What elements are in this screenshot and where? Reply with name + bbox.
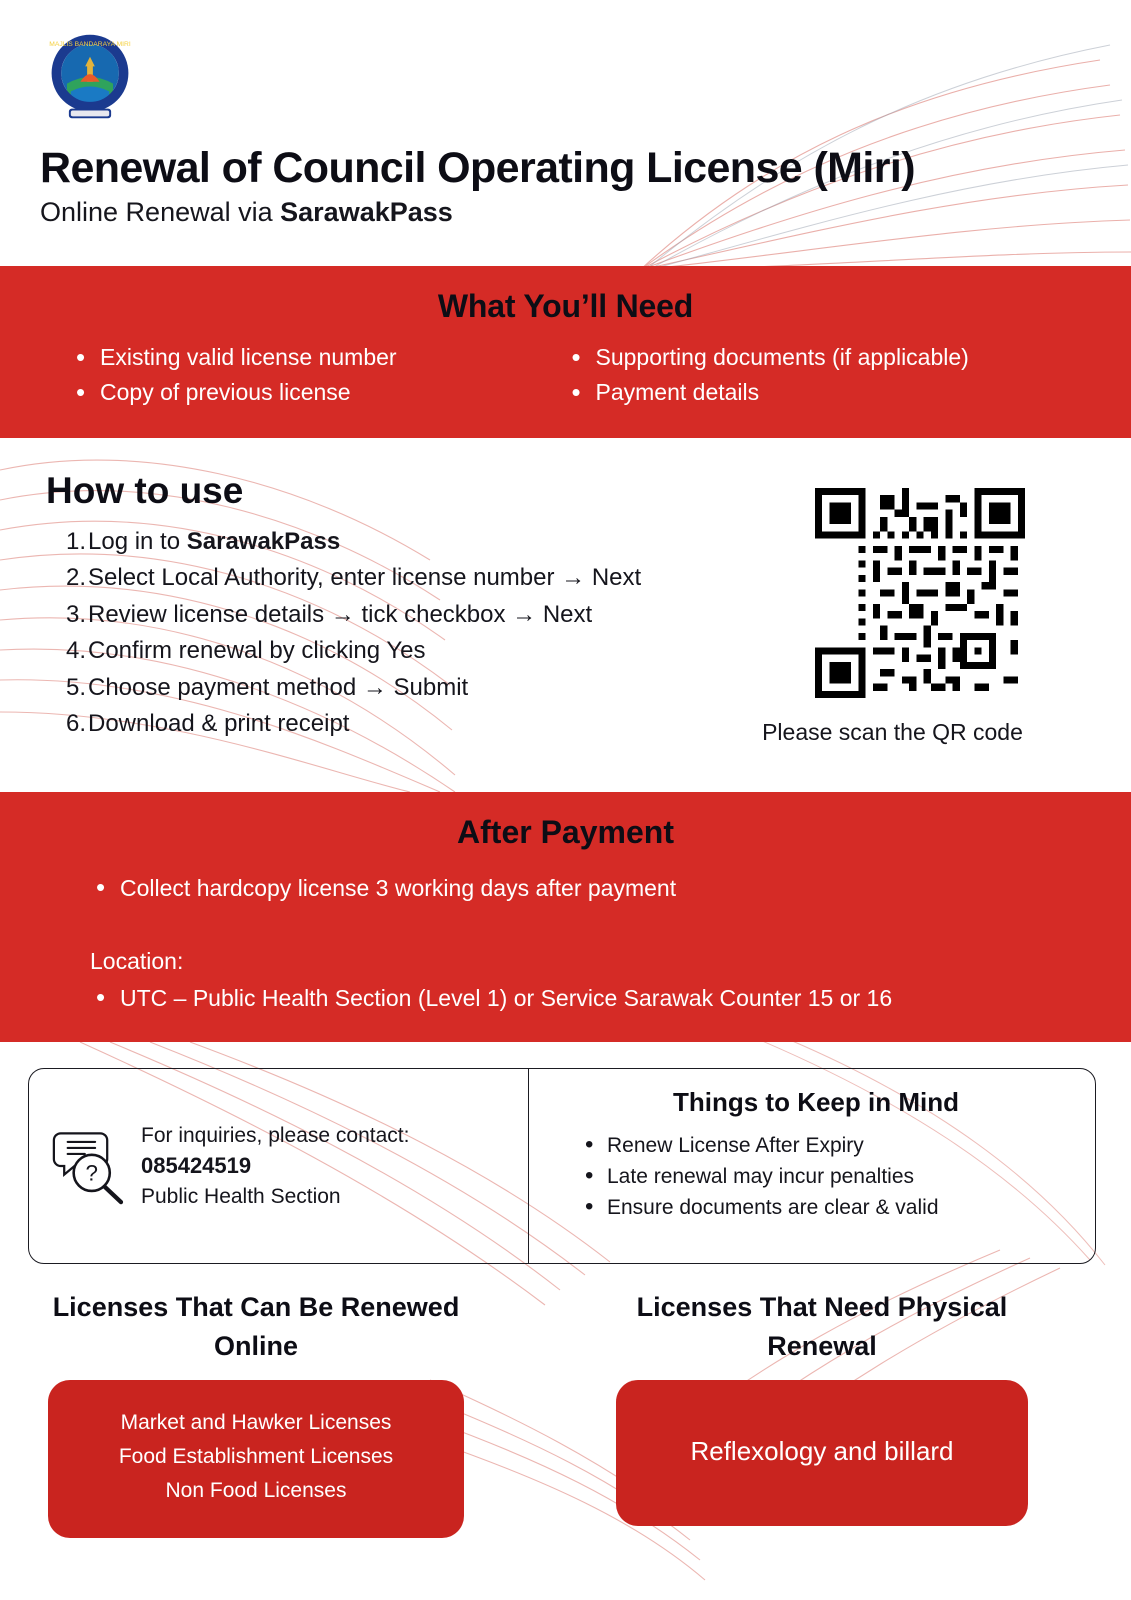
after-payment-body	[0, 871, 1131, 1015]
online-licenses-pill	[48, 1380, 464, 1538]
what-you-need-section	[0, 266, 1131, 438]
contact-phone[interactable]: 085424519	[141, 1153, 252, 1179]
list-item: Review license details → tick checkbox → Next	[88, 600, 593, 628]
online-licenses-heading: Licenses That Can Be Renewed Online	[52, 1292, 460, 1362]
physical-licenses-heading: Licenses That Need Physical Renewal	[636, 1292, 1008, 1362]
info-box	[28, 1068, 1096, 1264]
physical-licenses-column	[616, 1288, 1028, 1526]
list-item: • Existing valid license number	[70, 341, 566, 374]
list-item: • Copy of previous license	[70, 376, 566, 409]
qr-section	[762, 488, 1025, 746]
step-bold: SarawakPass	[186, 528, 341, 555]
what-you-need-columns	[0, 341, 1131, 412]
list-item: • Collect hardcopy license 3 working days after payment	[90, 871, 1041, 906]
contact-department: Public Health Section	[141, 1184, 341, 1208]
location-label: Location:	[90, 947, 184, 974]
list-item: Download & print receipt	[88, 710, 350, 738]
list-item: Select Local Authority, enter license number → Next	[88, 564, 642, 592]
subtitle-brand: SarawakPass	[280, 197, 453, 228]
page-title: Renewal of Council Operating License (Miri)	[40, 144, 915, 192]
keep-in-mind-heading: Things to Keep in Mind	[673, 1087, 959, 1117]
page-subtitle	[40, 197, 915, 228]
list-item: • Renew License After Expiry	[581, 1130, 1069, 1161]
list-item	[46, 524, 786, 560]
list-item: • Ensure documents are clear & valid	[581, 1192, 1069, 1223]
list-item: Market and Hawker Licenses	[120, 1411, 392, 1435]
svg-text:?: ?	[85, 1160, 98, 1186]
list-item: • Supporting documents (if applicable)	[566, 341, 1062, 374]
what-you-need-left-column	[70, 341, 566, 412]
qr-caption: Please scan the QR code	[762, 719, 1023, 745]
contact-line-1: For inquiries, please contact:	[141, 1123, 410, 1147]
qr-code-icon[interactable]	[815, 488, 1025, 698]
subtitle-prefix: Online Renewal via	[40, 197, 281, 228]
list-item: Choose payment method → Submit	[88, 673, 469, 701]
after-payment-heading: After Payment	[457, 814, 674, 850]
how-to-use-heading: How to use	[46, 470, 244, 511]
header	[40, 145, 915, 228]
list-item: • Payment details	[566, 376, 1062, 409]
what-you-need-right-column	[566, 341, 1062, 412]
contact-panel	[29, 1069, 529, 1263]
how-to-use-section	[46, 470, 786, 743]
list-item: • Late renewal may incur penalties	[581, 1161, 1069, 1192]
list-item: Food Establishment Licenses	[118, 1445, 394, 1469]
council-logo	[42, 28, 138, 124]
list-item: Reflexology and billard	[690, 1436, 954, 1467]
step-text: Log in to	[88, 528, 187, 555]
online-licenses-column	[48, 1288, 464, 1538]
what-you-need-heading: What You’ll Need	[437, 288, 694, 324]
list-item: • UTC – Public Health Section (Level 1) or Service Sarawak Counter 15 or 16	[90, 981, 1041, 1016]
keep-in-mind-panel	[529, 1069, 1095, 1263]
after-payment-section	[0, 792, 1131, 1042]
how-to-use-steps	[46, 524, 786, 743]
list-item: Non Food Licenses	[165, 1479, 347, 1503]
physical-licenses-pill	[616, 1380, 1028, 1526]
contact-text	[141, 1121, 409, 1212]
list-item: Confirm renewal by clicking Yes	[88, 637, 426, 665]
svg-text:MAJLIS BANDARAYA MIRI: MAJLIS BANDARAYA MIRI	[49, 41, 131, 49]
magnifier-question-icon	[47, 1123, 133, 1209]
